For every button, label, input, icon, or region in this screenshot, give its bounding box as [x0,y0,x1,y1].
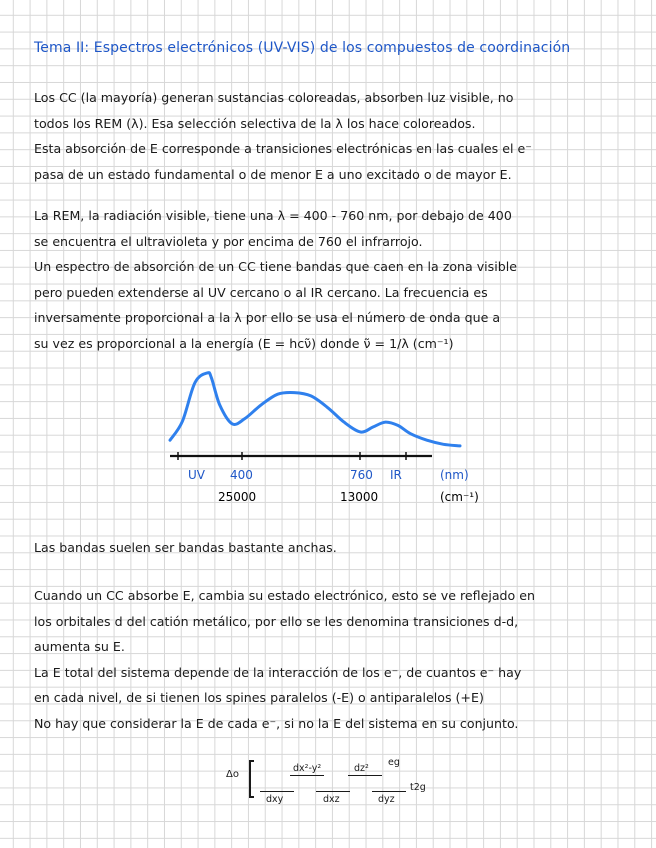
text-line: No hay que considerar la E de cada e⁻, si no la E del sistema en su conjunto. [34,715,519,731]
t2g-level-line [260,791,294,792]
text-line: La E total del sistema depende de la interacción de los e⁻, de cuantos e⁻ hay [34,664,522,680]
x-tick-760: 760 [350,468,373,482]
eg-label: eg [388,757,400,768]
x-tick-uv: UV [188,468,205,482]
orbital-splitting-diagram [220,755,440,815]
x-axis-unit-nm: (nm) [440,468,469,482]
t2g-level-line [372,791,406,792]
paragraph-intro [34,85,634,187]
orbital-dx2y2: dx²-y² [293,763,322,774]
text-line: aumenta su E. [34,639,125,654]
text-line: su vez es proporcional a la energía (E = hcν̃) donde ν̃ = 1/λ (cm⁻¹) [34,335,454,351]
paragraph-rem [34,203,634,356]
t2g-level-line [316,791,350,792]
orbital-dxy: dxy [266,794,284,805]
page-title: Tema II: Espectros electrónicos (UV-VIS) de los compuestos de coordinación [34,40,571,56]
paragraph-bands [34,535,634,561]
text-line: Las bandas suelen ser bandas bastante anchas. [34,540,337,555]
text-line: Los CC (la mayoría) generan sustancias coloreadas, absorben luz visible, no [34,90,514,105]
text-line: en cada nivel, de si tienen los spines paralelos (-E) o antiparalelos (+E) [34,690,484,705]
delta-o-label: Δo [226,769,239,780]
text-line: los orbitales d del catión metálico, por ello se les denomina transiciones d-d, [34,613,519,629]
text-line: se encuentra el ultravioleta y por encima de 760 el infrarrojo. [34,233,423,249]
x2-axis-unit-cm: (cm⁻¹) [440,490,479,504]
text-line: Un espectro de absorción de un CC tiene bandas que caen en la zona visible [34,259,517,274]
x-tick-400: 400 [230,468,253,482]
orbital-dz2: dz² [354,763,369,774]
orbital-dyz: dyz [378,794,395,805]
x2-tick-25000: 25000 [218,490,257,504]
text-line: Cuando un CC absorbe E, cambia su estado electrónico, esto se ve reflejado en [34,588,535,603]
absorption-curve [170,373,460,446]
delta-bracket [248,759,258,799]
eg-level-line [290,775,324,776]
text-line: La REM, la radiación visible, tiene una λ = 400 - 760 nm, por debajo de 400 [34,208,512,223]
x2-tick-13000: 13000 [340,490,379,504]
spectrum-plot [150,360,510,510]
text-line: pero pueden extenderse al UV cercano o al IR cercano. La frecuencia es [34,284,488,300]
paragraph-transitions [34,583,634,736]
orbital-dxz: dxz [323,794,340,805]
x-tick-ir: IR [390,468,402,482]
text-line: todos los REM (λ). Esa selección selectiva de la λ los hace coloreados. [34,115,476,131]
eg-level-line [348,775,382,776]
text-line: inversamente proporcional a la λ por ello se usa el número de onda que a [34,310,501,325]
text-line: pasa de un estado fundamental o de menor E a uno excitado o de mayor E. [34,166,512,182]
absorption-spectrum-chart [150,360,510,510]
t2g-label: t2g [410,782,426,793]
text-line: Esta absorción de E corresponde a transiciones electrónicas en las cuales el e⁻ [34,141,532,156]
